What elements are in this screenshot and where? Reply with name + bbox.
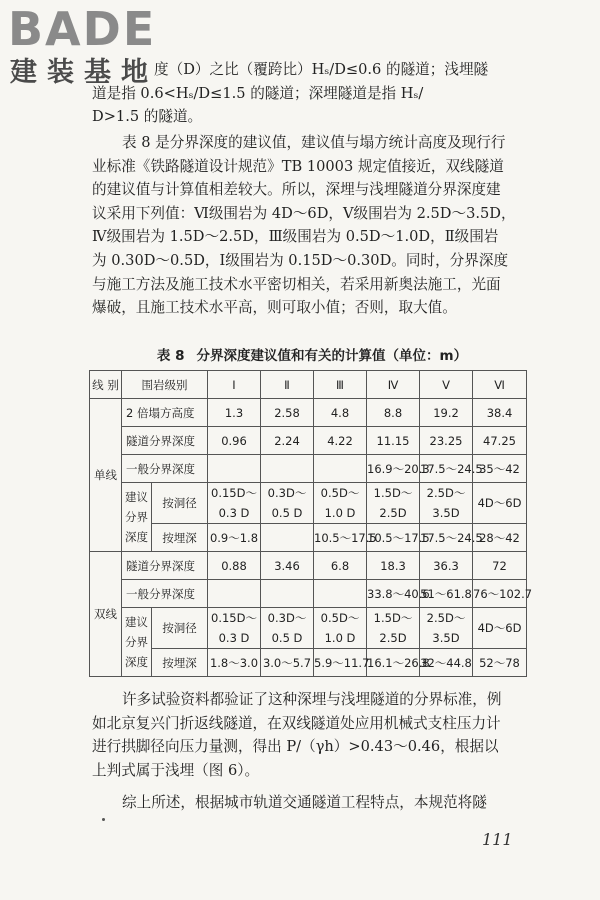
table-cell: 8.8 <box>367 399 420 427</box>
table-cell <box>261 524 314 552</box>
table-cell: 1.5D～ 2.5D <box>367 608 420 649</box>
recommended-depth-label: 建议 分界 深度 <box>122 483 152 552</box>
table-cell: 2.5D～ 3.5D <box>420 483 473 524</box>
text-line: 议采用下列值：Ⅵ级围岩为 4D～6D，Ⅴ级围岩为 2.5D～3.5D， <box>92 204 516 222</box>
table-cell: 11.15 <box>367 427 420 455</box>
table-caption <box>92 344 532 364</box>
text-line: 道是指 0.6<Hₛ/D≤1.5 的隧道；深埋隧道是指 Hₛ/ <box>92 84 424 102</box>
row-label: 一般分界深度 <box>122 455 208 483</box>
table-cell <box>314 455 367 483</box>
table-cell: 4.8 <box>314 399 367 427</box>
table-cell: 16.1～26.8 <box>367 649 420 677</box>
text-line: 爆破，且施工技术水平高，则可取小值；否则，取大值。 <box>92 299 457 317</box>
table-cell: 1.8～3.0 <box>208 649 261 677</box>
table-cell: 2.5D～ 3.5D <box>420 608 473 649</box>
bade-logo <box>6 4 176 90</box>
text-line: 综上所述，根据城市轨道交通隧道工程特点，本规范将隧 <box>122 794 487 812</box>
table-cell: 33.8～40.6 <box>367 580 420 608</box>
table-cell <box>208 455 261 483</box>
table-cell: 16.9～20.3 <box>367 455 420 483</box>
table-cell: 23.25 <box>420 427 473 455</box>
table-number: 表 8 <box>156 348 185 364</box>
text-line: 许多试验资料都验证了这种深埋与浅埋隧道的分界标准，例 <box>122 691 502 708</box>
header-grade: Ⅴ <box>420 371 473 399</box>
text-line: 与施工方法及施工技术水平密切相关，若采用新奥法施工，光面 <box>92 275 501 293</box>
table-row <box>90 399 527 427</box>
table-cell: 19.2 <box>420 399 473 427</box>
row-label: 隧道分界深度 <box>122 427 208 455</box>
table-cell: 0.88 <box>208 552 261 580</box>
logo-wordmark: BADE <box>8 2 157 56</box>
paragraph-table-intro <box>92 131 552 320</box>
text-line: D>1.5 的隧道。 <box>92 108 203 126</box>
table-cell: 2.24 <box>261 427 314 455</box>
table-cell <box>208 580 261 608</box>
table-cell: 2.58 <box>261 399 314 427</box>
table-row <box>90 455 527 483</box>
table-cell <box>261 455 314 483</box>
table-cell: 10.5～17.5 <box>314 524 367 552</box>
table-header-row <box>90 371 527 399</box>
table-cell: 35～42 <box>473 455 527 483</box>
table-cell: 0.3D～ 0.5 D <box>261 608 314 649</box>
table-cell: 52～78 <box>473 649 527 677</box>
row-label: 一般分界深度 <box>122 580 208 608</box>
table-cell: 5.9～11.7 <box>314 649 367 677</box>
table-cell: 36.3 <box>420 552 473 580</box>
table-cell: 1.5D～ 2.5D <box>367 483 420 524</box>
header-grade: Ⅲ <box>314 371 367 399</box>
text-line: 为 0.30D～0.5D，Ⅰ级围岩为 0.15D～0.30D。同时，分界深度 <box>92 251 509 269</box>
text-line: Ⅳ级围岩为 1.5D～2.5D，Ⅲ级围岩为 0.5D～1.0D，Ⅱ级围岩 <box>92 228 499 246</box>
row-label: 按埋深 <box>152 524 208 552</box>
paragraph-validation <box>92 688 552 815</box>
line-label-double: 双线 <box>90 552 122 677</box>
table-cell: 17.5～24.5 <box>420 455 473 483</box>
table-cell: 76～102.7 <box>473 580 527 608</box>
paragraph-definition <box>92 58 489 129</box>
header-grade: Ⅱ <box>261 371 314 399</box>
logo-subtitle: 建装基地 <box>10 57 158 88</box>
row-label: 2 倍塌方高度 <box>122 399 208 427</box>
row-label: 按埋深 <box>152 649 208 677</box>
table-cell: 4.22 <box>314 427 367 455</box>
table-cell: 6.8 <box>314 552 367 580</box>
text-line: 表 8 是分界深度的建议值，建议值与塌方统计高度及现行行 <box>122 134 506 151</box>
table-row <box>90 524 527 552</box>
table-cell: 3.0～5.7 <box>261 649 314 677</box>
text-line: 进行拱脚径向压力量测，得出 P/（γh）>0.43～0.46，根据以 <box>92 738 499 756</box>
header-rock: 围岩级别 <box>122 371 208 399</box>
table-row <box>90 580 527 608</box>
text-line: 的建议值与计算值相差较大。所以，深埋与浅埋隧道分界深度建 <box>92 181 501 199</box>
header-grade: Ⅰ <box>208 371 261 399</box>
text-line: 度（D）之比（覆跨比）Hₛ/D≤0.6 的隧道；浅埋隧 <box>154 61 489 78</box>
table-cell: 10.5～17.5 <box>367 524 420 552</box>
table-row <box>90 649 527 677</box>
table-cell: 0.3D～ 0.5 D <box>261 483 314 524</box>
recommended-depth-label: 建议 分界 深度 <box>122 608 152 677</box>
text-line: 如北京复兴门折返线隧道，在双线隧道处应用机械式支柱压力计 <box>92 714 501 732</box>
header-grade: Ⅳ <box>367 371 420 399</box>
table-cell: 17.5～24.5 <box>420 524 473 552</box>
header-grade: Ⅵ <box>473 371 527 399</box>
ink-dot <box>102 818 105 821</box>
row-label: 隧道分界深度 <box>122 552 208 580</box>
text-line: 业标准《铁路隧道设计规范》TB 10003 规定值接近，双线隧道 <box>92 157 504 175</box>
table-cell <box>314 580 367 608</box>
page-number: 111 <box>482 830 513 849</box>
table-cell: 1.3 <box>208 399 261 427</box>
table-cell: 18.3 <box>367 552 420 580</box>
line-label-single: 单线 <box>90 399 122 552</box>
table-cell: 0.15D～ 0.3 D <box>208 608 261 649</box>
row-label: 按洞径 <box>152 483 208 524</box>
row-label: 按洞径 <box>152 608 208 649</box>
table-cell: 0.5D～ 1.0 D <box>314 483 367 524</box>
table-cell: 3.46 <box>261 552 314 580</box>
table-row <box>90 552 527 580</box>
table-cell: 47.25 <box>473 427 527 455</box>
table-cell: 0.5D～ 1.0 D <box>314 608 367 649</box>
table-cell: 0.9～1.8 <box>208 524 261 552</box>
header-line: 线 别 <box>90 371 122 399</box>
table-row <box>90 427 527 455</box>
table-cell <box>261 580 314 608</box>
table-cell: 4D～6D <box>473 608 527 649</box>
table-title: 分界深度建议值和有关的计算值（单位：m） <box>196 348 468 364</box>
table-cell: 51～61.8 <box>420 580 473 608</box>
table-cell: 0.96 <box>208 427 261 455</box>
table-cell: 28～42 <box>473 524 527 552</box>
table-cell: 38.4 <box>473 399 527 427</box>
table-cell: 0.15D～ 0.3 D <box>208 483 261 524</box>
table-cell: 4D～6D <box>473 483 527 524</box>
table-cell: 32～44.8 <box>420 649 473 677</box>
text-line: 上判式属于浅埋（图 6）。 <box>92 761 260 779</box>
boundary-depth-table <box>89 370 533 677</box>
table-cell: 72 <box>473 552 527 580</box>
